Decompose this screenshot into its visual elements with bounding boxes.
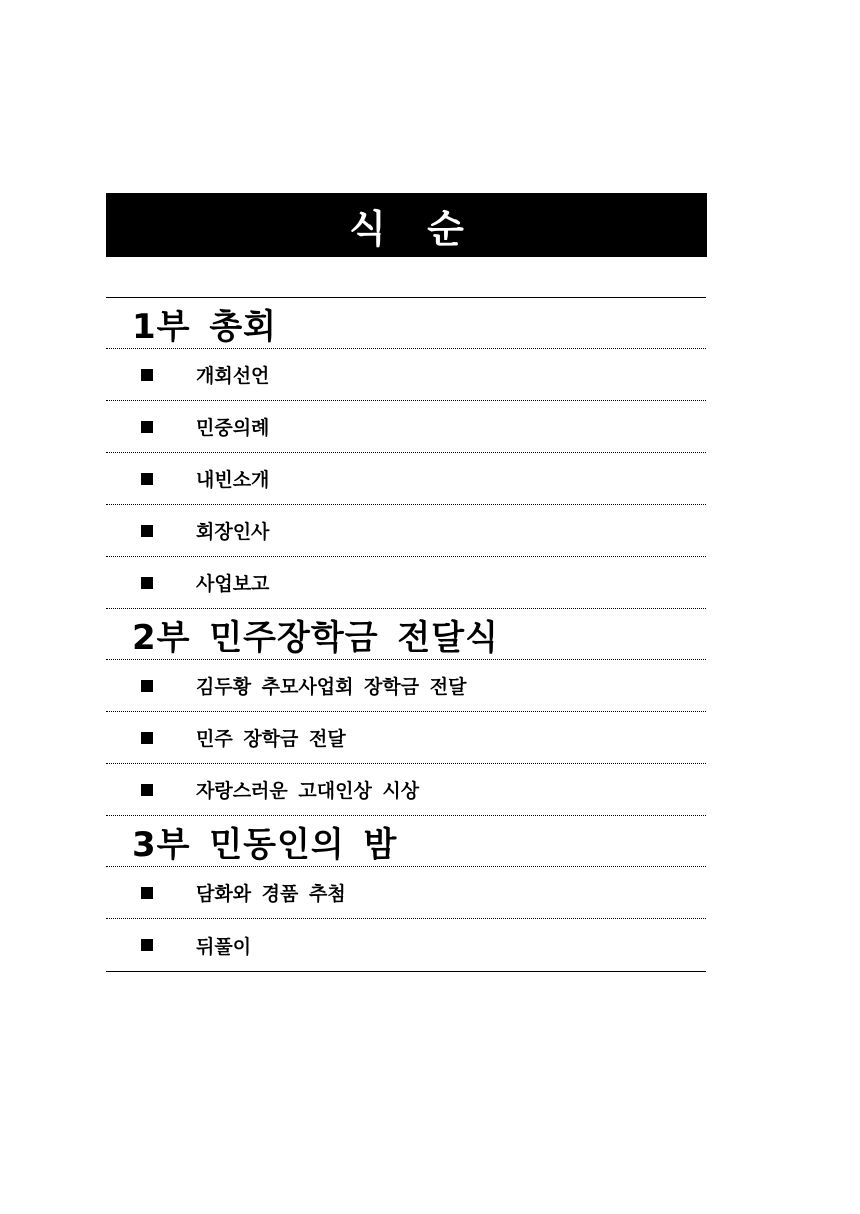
list-item: [106, 453, 706, 505]
item-label: 뒤풀이: [196, 935, 252, 958]
item-label: 담화와 경품 추첨: [196, 883, 346, 905]
list-item: [106, 660, 706, 712]
item-label: 민주 장학금 전달: [196, 728, 346, 750]
square-bullet-icon: [141, 577, 153, 589]
square-bullet-icon: [141, 887, 153, 899]
item-label: 내빈소개: [196, 469, 270, 491]
page-title: 식 순: [349, 206, 478, 251]
list-item: [106, 919, 706, 971]
list-item: [106, 764, 706, 816]
square-bullet-icon: [141, 369, 153, 381]
section-header-2: [106, 609, 706, 660]
item-label: 민중의례: [196, 417, 270, 439]
list-item: [106, 557, 706, 609]
item-label: 자랑스러운 고대인상 시상: [196, 780, 420, 802]
section-header-1: [106, 298, 706, 349]
section-title: 3부 민동인의 밤: [132, 824, 398, 865]
list-item: [106, 712, 706, 764]
section-header-3: [106, 816, 706, 867]
square-bullet-icon: [141, 732, 153, 744]
list-item: [106, 867, 706, 919]
section-title: 1부 총회: [132, 306, 278, 347]
square-bullet-icon: [141, 525, 153, 537]
item-label: 사업보고: [196, 573, 270, 595]
square-bullet-icon: [141, 680, 153, 692]
square-bullet-icon: [141, 473, 153, 485]
title-bar: [106, 193, 707, 257]
square-bullet-icon: [141, 784, 153, 796]
square-bullet-icon: [141, 421, 153, 433]
list-item: [106, 349, 706, 401]
list-item: [106, 505, 706, 557]
item-label: 회장인사: [196, 521, 270, 543]
square-bullet-icon: [141, 939, 153, 951]
list-item: [106, 401, 706, 453]
program-list: [106, 297, 706, 972]
item-label: 개회선언: [196, 365, 270, 387]
item-label: 김두황 추모사업회 장학금 전달: [196, 676, 467, 698]
section-title: 2부 민주장학금 전달식: [132, 617, 499, 658]
